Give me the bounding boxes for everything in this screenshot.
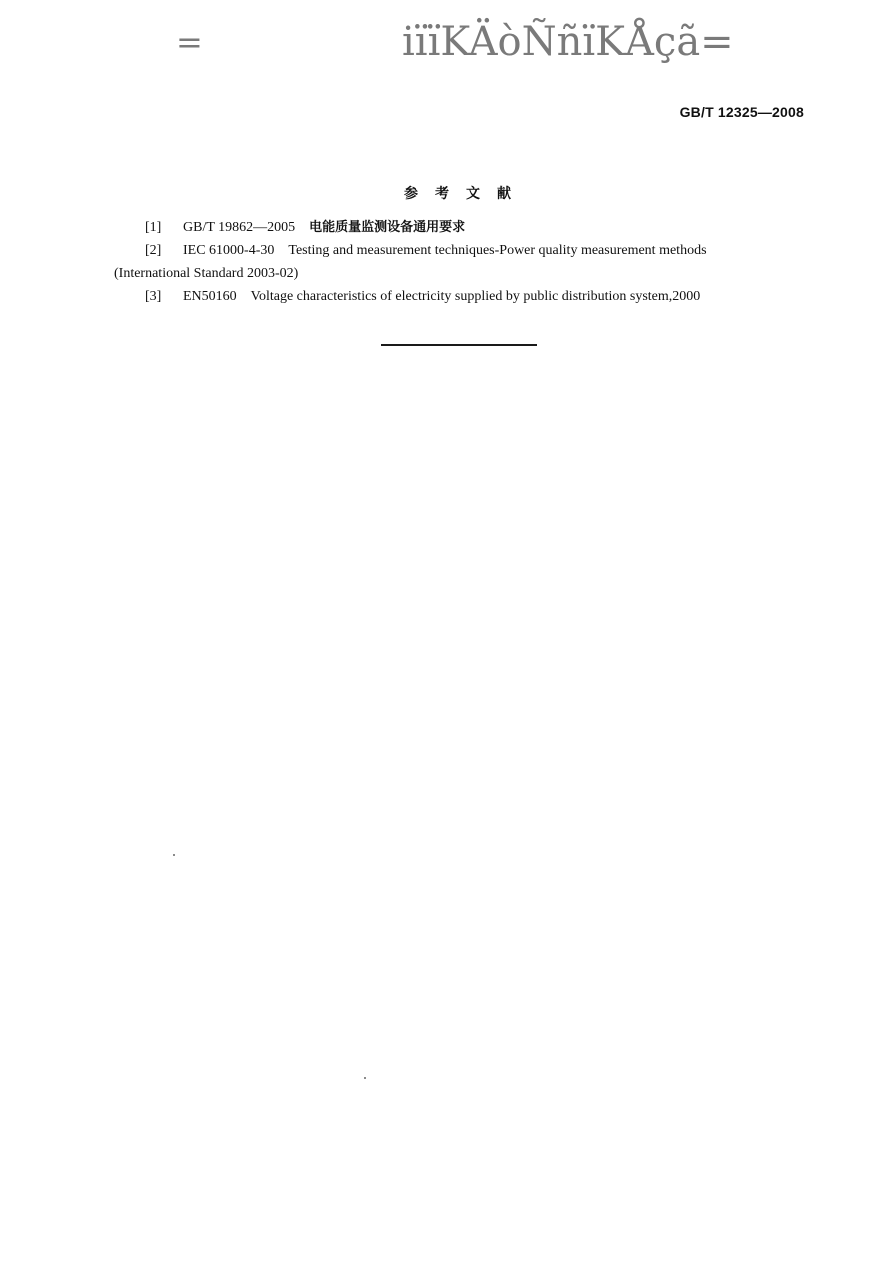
reference-standard: GB/T 19862—2005 — [183, 220, 296, 235]
reference-title: 电能质量监测设备通用要求 — [309, 220, 466, 235]
scan-speck — [173, 854, 175, 856]
reference-standard: EN50160 — [183, 289, 237, 304]
reference-item — [114, 216, 804, 239]
reference-continuation: (International Standard 2003-02) — [114, 266, 299, 281]
end-rule — [381, 344, 537, 346]
bibliography-title: 参考文献 — [404, 186, 528, 202]
reference-standard: IEC 61000-4-30 — [183, 243, 275, 258]
reference-item — [114, 285, 804, 308]
reference-number: [3] — [145, 289, 162, 304]
reference-item — [114, 239, 804, 262]
reference-title: Testing and measurement techniques-Power quality measurement methods — [288, 243, 707, 258]
standard-code: GB/T 12325—2008 — [679, 104, 804, 120]
reference-title: Voltage characteristics of electricity supplied by public distribution system,2000 — [250, 289, 701, 304]
reference-number: [1] — [145, 220, 162, 235]
reference-number: [2] — [145, 243, 162, 258]
scan-speck — [364, 1077, 366, 1079]
watermark-text: iïïKÄòÑñïKÅçã= — [402, 19, 734, 65]
reference-list — [114, 216, 804, 308]
watermark-left-mark: = — [176, 23, 203, 61]
